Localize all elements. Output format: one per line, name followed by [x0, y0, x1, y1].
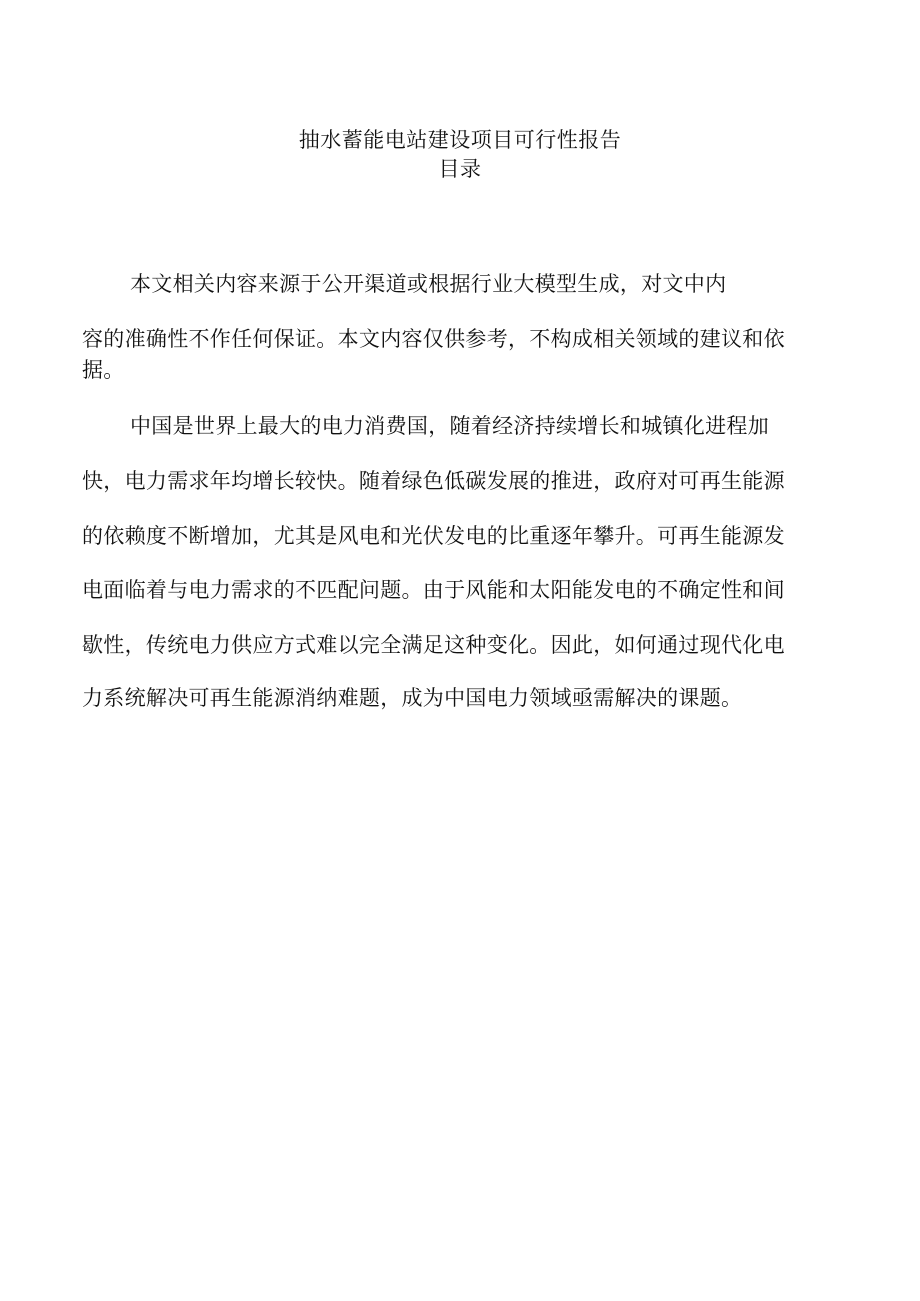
document-subtitle: 目录	[438, 157, 482, 181]
document-title: 抽水蓄能电站建设项目可行性报告	[298, 128, 622, 152]
body-line: 中国是世界上最大的电力消费国，随着经济持续增长和城镇化进程加	[130, 414, 769, 438]
body-line: 歇性，传统电力供应方式难以完全满足这种变化。因此，如何通过现代化电	[82, 633, 785, 657]
body-line: 的依赖度不断增加，尤其是风电和光伏发电的比重逐年攀升。可再生能源发	[82, 524, 785, 548]
body-line: 电面临着与电力需求的不匹配问题。由于风能和太阳能发电的不确定性和间	[82, 578, 785, 602]
disclaimer-line: 本文相关内容来源于公开渠道或根据行业大模型生成，对文中内	[130, 272, 727, 296]
body-line: 快，电力需求年均增长较快。随着绿色低碳发展的推进，政府对可再生能源	[82, 469, 785, 493]
disclaimer-line: 据。	[82, 358, 125, 382]
disclaimer-line: 容的准确性不作任何保证。本文内容仅供参考，不构成相关领域的建议和依	[82, 327, 785, 351]
body-line: 力系统解决可再生能源消纳难题，成为中国电力领域亟需解决的课题。	[82, 686, 743, 710]
